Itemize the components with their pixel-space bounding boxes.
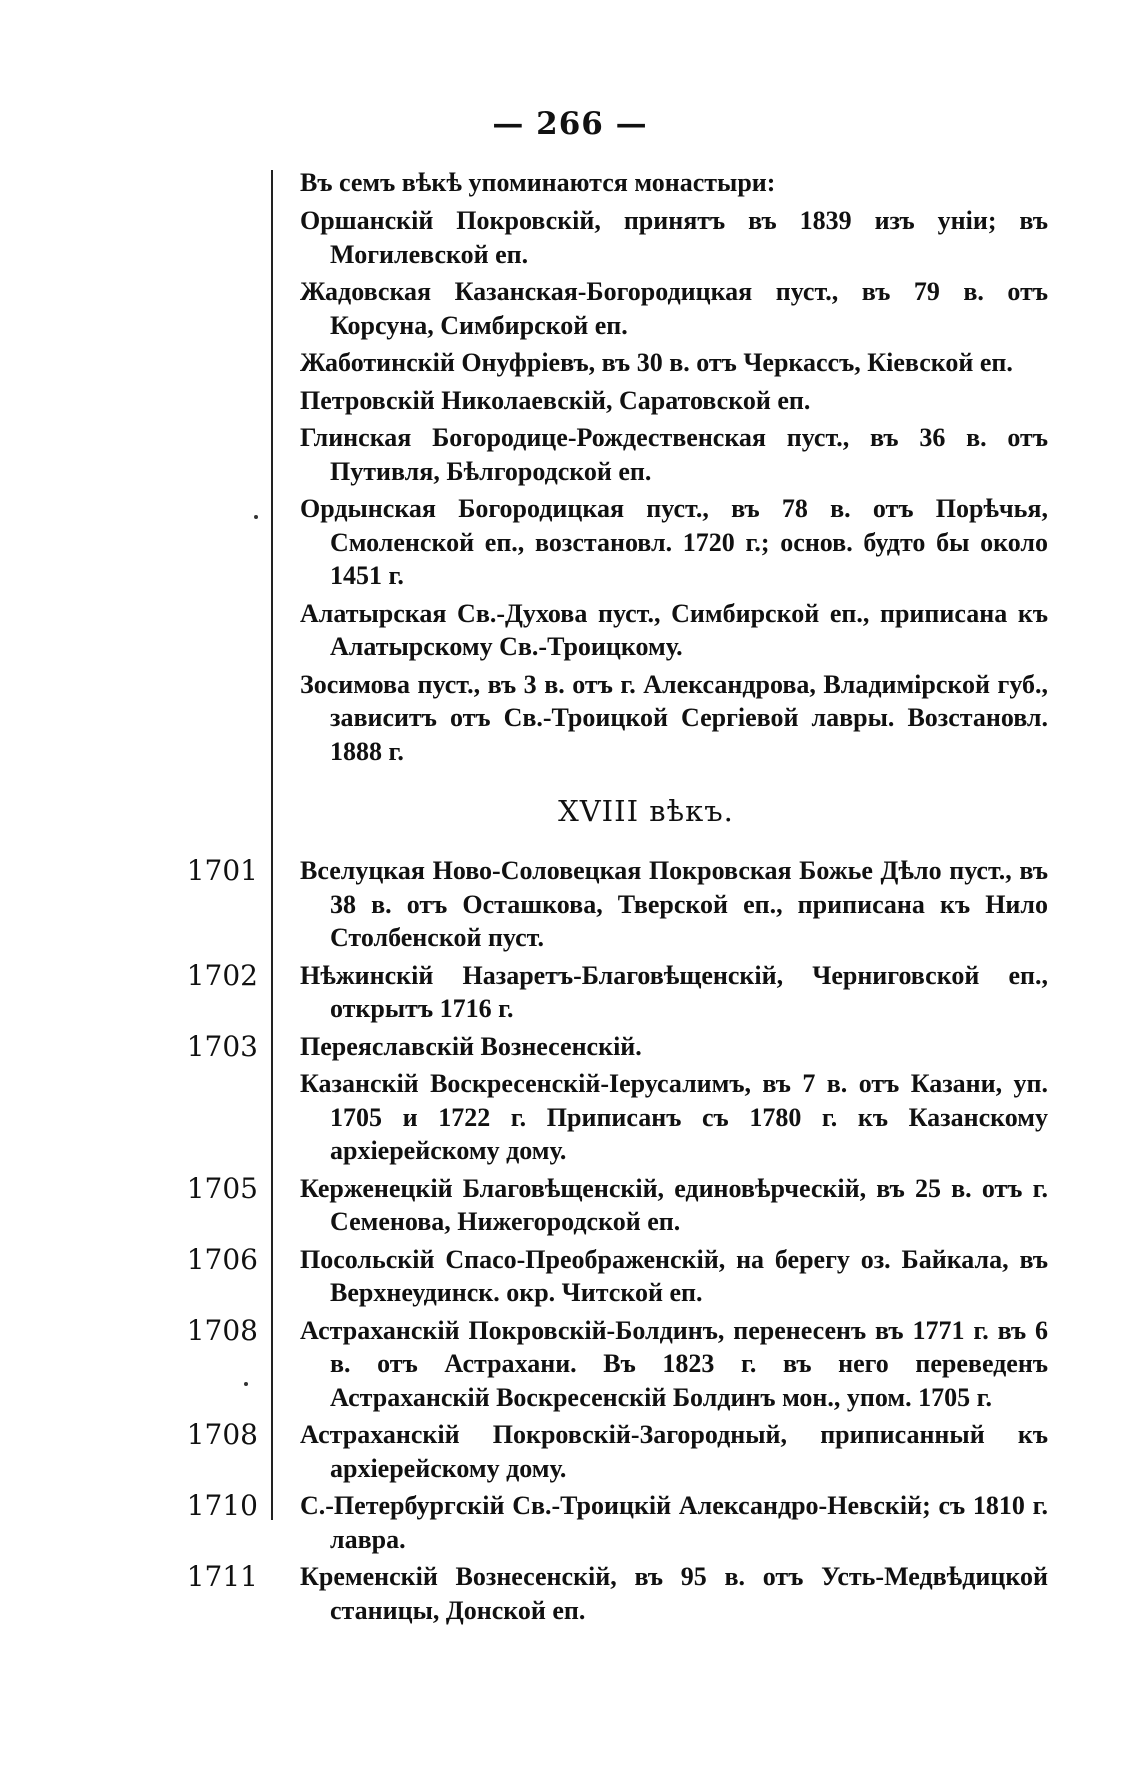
entry-year: 1710 [186, 1489, 258, 1522]
list-item [0, 421, 1140, 488]
entry-text: Зосимова пуст., въ 3 в. отъ г. Александрова, Владимірской губ., зависитъ отъ Св.-Троицкой Сергіевой лавры. Возстановл. 1888 г. [300, 669, 1048, 766]
list-item [0, 597, 1140, 664]
entry-text: Алатырская Св.-Духова пуст., Симбирской еп., приписана къ Алатырскому Св.-Троицкому. [300, 598, 1048, 661]
list-item [0, 275, 1140, 342]
entry-text: Оршанскій Покровскій, принятъ въ 1839 изъ уніи; въ Могилевской еп. [300, 206, 1048, 269]
list-item [0, 668, 1140, 769]
list-item [0, 204, 1140, 271]
entry-year: 1702 [186, 958, 258, 992]
intro-line: Въ семъ вѣкѣ упоминаются монастыри: [300, 168, 776, 197]
list-item [0, 1067, 1140, 1168]
entry-text: Нѣжинскій Назаретъ-Благовѣщенскій, Черниговской еп., открытъ 1716 г. [300, 960, 1048, 1023]
entry-year: 1708 [186, 1418, 258, 1451]
entry-text: Керженецкій Благовѣщенскій, единовѣрческій, въ 25 в. отъ г. Семенова, Нижегородской еп. [300, 1173, 1048, 1236]
list-item [0, 1314, 1140, 1415]
entry-year: 1705 [186, 1171, 258, 1205]
entries-column [0, 166, 1140, 1631]
entry-year: 1706 [186, 1242, 258, 1276]
entry-text: Петровскій Николаевскій, Саратовской еп. [300, 385, 811, 415]
entry-text: Казанскій Воскресенскій-Іерусалимъ, въ 7 в. отъ Казани, уп. 1705 и 1722 г. Приписанъ съ 1780 г. къ Казанскому архіерейскому дому. [300, 1069, 1048, 1165]
list-item [0, 384, 1140, 418]
entry-year: 1703 [186, 1029, 258, 1063]
pre-entries [0, 204, 1140, 768]
list-item [0, 959, 1140, 1026]
entry-text: Глинская Богородице-Рождественская пуст., въ 36 в. отъ Путивля, Бѣлгородской еп. [300, 423, 1048, 486]
entry-year: 1708 [186, 1313, 258, 1347]
entry-text: Кременскій Вознесенскій, въ 95 в. отъ Усть-Медвѣдицкой станицы, Донской еп. [300, 1562, 1048, 1625]
entry-text: Переяславскій Вознесенскій. [300, 1031, 642, 1061]
entry-text: Вселуцкая Ново-Соловецкая Покровская Божье Дѣло пуст., въ 38 в. отъ Осташкова, Тверской еп., приписана къ Нило Столбенской пуст. [300, 856, 1048, 952]
list-item [0, 1243, 1140, 1310]
list-item [0, 1560, 1140, 1627]
list-item [0, 1489, 1140, 1556]
list-item [0, 854, 1140, 955]
entry-text: Ордынская Богородицкая пуст., въ 78 в. отъ Порѣчья, Смоленской еп., возстановл. 1720 г.; основ. будто бы около 1451 г. [300, 494, 1048, 590]
list-item [0, 1030, 1140, 1064]
entry-text: С.-Петербургскій Св.-Троицкій Александро-Невскій; съ 1810 г. лавра. [300, 1491, 1048, 1554]
entry-year: 1701 [186, 854, 258, 887]
list-item [0, 492, 1140, 593]
entry-text: Астраханскій Покровскій-Загородный, приписанный къ архіерейскому дому. [300, 1420, 1048, 1483]
entry-year: 1711 [186, 1560, 258, 1593]
page-number: — 266 — [492, 106, 648, 142]
section-heading: XVIII вѣкъ. [558, 794, 734, 828]
century-entries [0, 854, 1140, 1627]
list-item [0, 1172, 1140, 1239]
entry-text: Жаботинскій Онуфріевъ, въ 30 в. отъ Черкассъ, Кіевской еп. [300, 348, 1013, 377]
entry-text: Жадовская Казанская-Богородицкая пуст., въ 79 в. отъ Корсуна, Симбирской еп. [300, 277, 1048, 340]
list-item [0, 346, 1140, 380]
list-item [0, 1418, 1140, 1485]
entry-text: Астраханскій Покровскій-Болдинъ, перенесенъ въ 1771 г. въ 6 в. отъ Астрахани. Въ 1823 г. въ него переведенъ Астраханскій Воскресенскій Болдинъ мон., упом. 1705 г. [300, 1315, 1048, 1412]
entry-text: Посольскій Спасо-Преображенскій, на берегу оз. Байкала, въ Верхнеудинск. окр. Читской еп. [300, 1244, 1048, 1307]
